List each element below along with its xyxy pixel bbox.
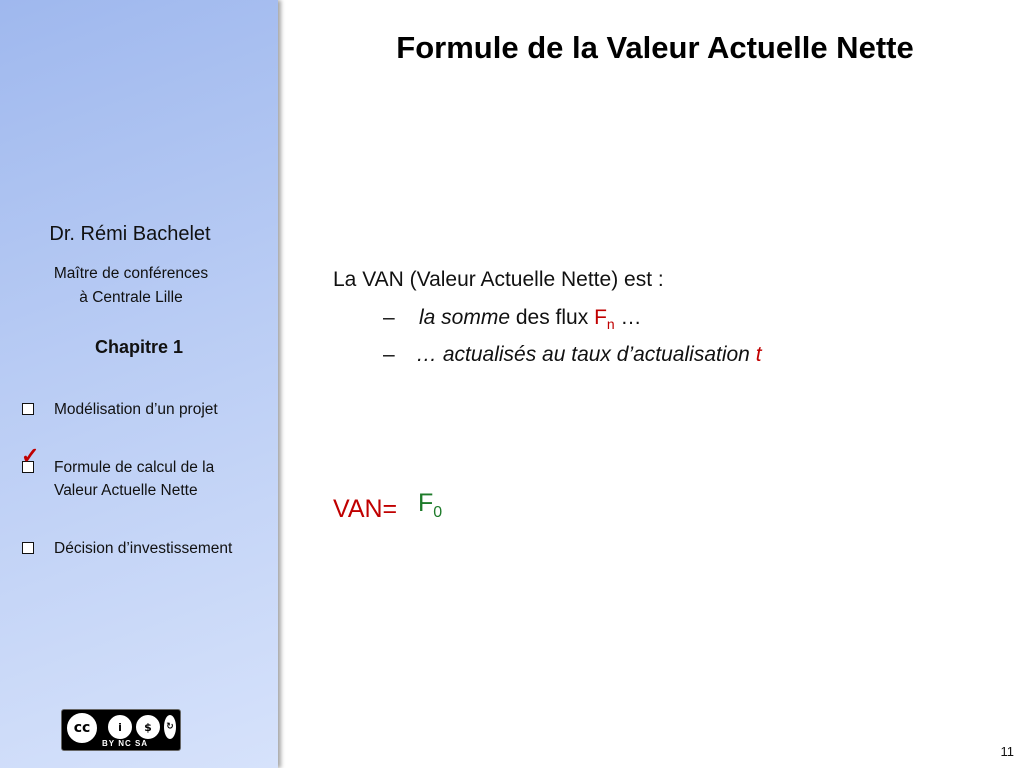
by-icon: i <box>106 713 134 741</box>
intro-text: La VAN (Valeur Actuelle Nette) est : <box>333 268 664 291</box>
slide-title: Formule de la Valeur Actuelle Nette <box>396 30 914 65</box>
sa-icon: ↻ <box>162 713 178 741</box>
toc-item-label: Décision d’investissement <box>54 540 233 557</box>
sidebar <box>0 0 278 768</box>
checkbox-icon <box>22 542 34 554</box>
bullet-body: … actualisés au taux d’actualisation t <box>416 343 762 366</box>
license-tags: BY NC SA <box>102 739 149 748</box>
author-name: Dr. Rémi Bachelet <box>49 223 211 245</box>
checkbox-icon <box>22 403 34 415</box>
van-formula <box>333 489 443 524</box>
cc-icon: cc <box>65 711 99 745</box>
nc-icon: $ <box>134 713 162 741</box>
slide-number: 11 <box>1000 744 1014 759</box>
bullet-dash: – <box>383 306 395 329</box>
chapter-title: Chapitre 1 <box>94 337 184 357</box>
creative-commons-badge <box>61 709 181 751</box>
bullet-body: la somme des flux $F_n$ … <box>419 306 642 333</box>
toc-item-label: Formule de calcul de la Valeur Actuelle Nette <box>54 459 215 499</box>
checkmark-icon: ✓ <box>21 443 40 468</box>
bullet-dash: – <box>383 343 395 366</box>
toc-item-label: Modélisation d’un projet <box>54 401 218 418</box>
author-role: Maître de conférences à Centrale Lille <box>53 265 209 306</box>
formula-term: $F_0$ <box>418 489 443 521</box>
formula-label: VAN= <box>333 495 398 523</box>
